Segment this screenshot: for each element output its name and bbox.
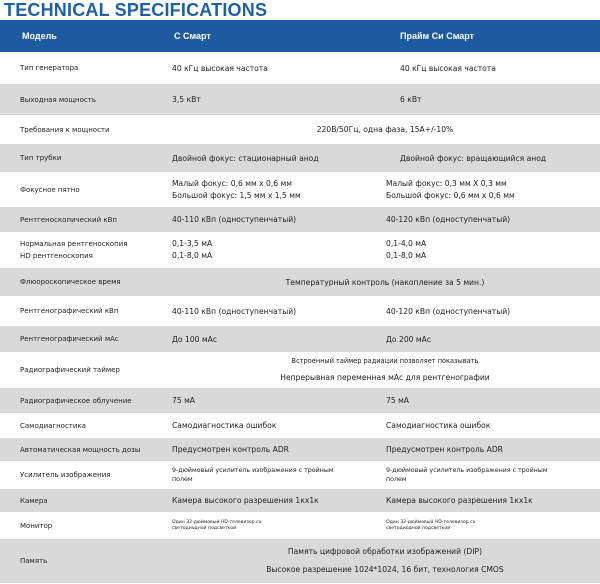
value-line: Большой фокус: 0,6 мм x 0,6 мм: [386, 190, 515, 200]
row-value-2: 40 кГц высокая частота: [400, 63, 496, 73]
table-row: [0, 326, 600, 352]
row-value-1: [170, 232, 384, 268]
label-line: HD рентгеноскопия: [20, 252, 93, 260]
table-row: [0, 413, 600, 438]
row-value-2: Двойной фокус: вращающийся анод: [400, 153, 547, 163]
row-value-1: Предусмотрен контроль ADR: [172, 445, 289, 454]
value-line: Малый фокус: 0,6 мм x 0,6 мм: [172, 178, 292, 188]
row-label: Автоматическая мощность дозы: [20, 445, 141, 454]
row-value-1: Самодиагностика ошибок: [172, 421, 277, 430]
value-line: 9-дюймовый усилитель изображения с тройным: [172, 467, 334, 474]
value-line: Большой фокус: 1,5 мм x 1,5 мм: [172, 190, 301, 200]
table-row: [0, 144, 600, 172]
table-row: [0, 539, 600, 583]
table-row: [0, 84, 600, 115]
value-line: 0,1-4,0 мА: [386, 239, 427, 248]
value-line: Встроенный таймер радиации позволяет показывать: [291, 356, 479, 365]
row-value-1: Двойной фокус: стационарный анод: [172, 153, 319, 163]
table-row: [0, 489, 600, 512]
row-value-2: Самодиагностика ошибок: [386, 421, 491, 430]
header-col2: Прайм Си Смарт: [400, 31, 475, 41]
row-value-1: До 100 мАс: [172, 334, 217, 344]
row-value-2: Камера высокого разрешения 1кх1к: [386, 496, 533, 505]
row-label: Тип трубки: [20, 154, 62, 162]
row-value-2: 6 кВт: [400, 95, 422, 104]
row-label: Монитор: [20, 521, 53, 530]
row-value-2: 75 мА: [386, 396, 410, 405]
table-row: [0, 268, 600, 296]
row-value-span: [170, 352, 600, 388]
row-value-2: [384, 232, 600, 268]
row-value-1: 40 кГц высокая частота: [172, 63, 268, 73]
value-line: полем: [172, 476, 193, 483]
row-label: Усилитель изображения: [20, 471, 111, 479]
header-row: [0, 20, 600, 52]
row-value-1: 40-110 кВп (одноступенчатый): [172, 215, 297, 224]
page-title: TECHNICAL SPECIFICATIONS: [4, 0, 268, 20]
table-row: [0, 296, 600, 326]
row-label: Флюороскопическое время: [20, 278, 121, 286]
row-value-span: Температурный контроль (накопление за 5 мин.): [285, 277, 485, 287]
row-value-1: 3,5 кВт: [172, 95, 201, 104]
table-row: [0, 207, 600, 232]
value-line: Малый фокус: 0,3 мм X 0,3 мм: [386, 178, 507, 188]
table-row: [0, 232, 600, 268]
row-value-2: Предусмотрен контроль ADR: [386, 445, 503, 454]
row-label: Рентгенографический кВп: [20, 307, 119, 315]
value-line: 0,1-8,0 мА: [172, 251, 213, 260]
row-value-span: [170, 539, 600, 583]
row-value-1: [170, 512, 384, 539]
row-value-2: [384, 172, 600, 207]
row-value-1: [170, 461, 384, 489]
row-label: Память: [20, 557, 48, 565]
row-label: Радиографический таймер: [20, 366, 120, 374]
table-row: [0, 461, 600, 489]
row-label: Самодиагностика: [20, 421, 86, 430]
table-row: [0, 52, 600, 84]
row-value-2: 40-120 кВп (одноступенчатый): [386, 306, 511, 316]
row-label: Фокусное пятно: [20, 185, 80, 194]
row-label: Выходная мощность: [20, 95, 96, 104]
value-line: 0,1-3,5 мА: [172, 239, 213, 248]
header-model: Модель: [22, 31, 57, 41]
table-row: [0, 352, 600, 388]
row-value-2: [384, 512, 600, 539]
value-line: 9-дюймовый усилитель изображения с тройным: [386, 467, 548, 474]
row-value-1: Камера высокого разрешения 1кх1к: [172, 496, 319, 505]
row-value-2: [384, 461, 600, 489]
table-row: [0, 512, 600, 539]
value-line: светодиодной подсветкой: [172, 525, 237, 531]
value-line: Один 32-дюймовый HD-телевизор со: [172, 519, 262, 525]
table-row: [0, 115, 600, 144]
row-value-1: [170, 172, 384, 207]
value-line: 0,1-8,0 мА: [386, 251, 427, 260]
row-value-2: До 200 мАс: [386, 334, 431, 344]
spec-table: [0, 20, 600, 583]
row-label: Тип генератора: [20, 64, 79, 72]
row-label: Требования к мощности: [20, 125, 110, 134]
row-value-span: 220В/50Гц, одна фаза, 15A+/-10%: [316, 125, 454, 134]
value-line: Высокое разрешение 1024*1024, 16 бит, технология CMOS: [266, 565, 504, 574]
row-label: Рентгеноскопический кВп: [20, 215, 117, 224]
value-line: Память цифровой обработки изображений (DIP): [287, 547, 483, 556]
header-col1: С Смарт: [174, 31, 211, 41]
value-line: Непрерывная переменная мАс для рентгенографии: [280, 372, 490, 382]
row-value-1: 40-110 кВп (одноступенчатый): [172, 306, 297, 316]
table-row: [0, 172, 600, 207]
row-label: Рентгенографический мАс: [20, 335, 119, 343]
value-line: Один 32-дюймовый HD-телевизор со: [386, 519, 476, 525]
row-value-1: 75 мА: [172, 396, 196, 405]
row-value-2: 40-120 кВп (одноступенчатый): [386, 215, 511, 224]
row-label: Радиографическое облучение: [20, 396, 132, 405]
table-row: [0, 438, 600, 461]
table-row: [0, 388, 600, 413]
value-line: светодиодной подсветкой: [386, 525, 451, 531]
row-label: [0, 232, 170, 268]
value-line: полем: [386, 476, 407, 483]
row-label: Камера: [20, 496, 48, 505]
label-line: Нормальная рентгеноскопия: [20, 240, 128, 248]
